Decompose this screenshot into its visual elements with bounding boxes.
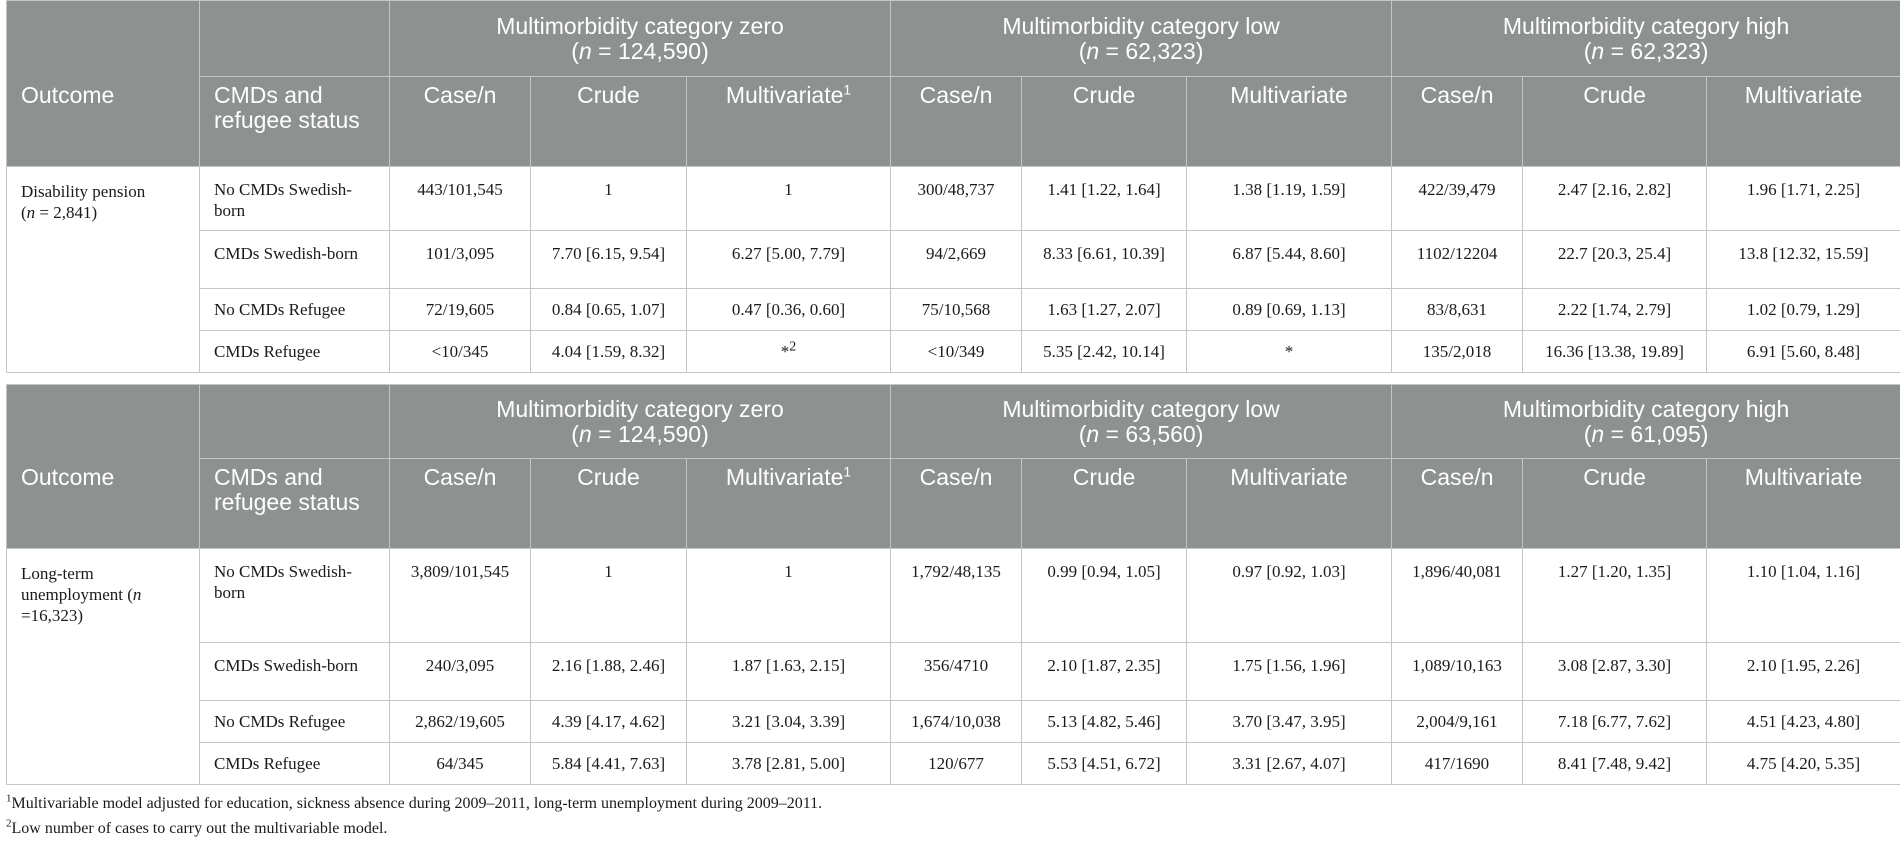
crude-cell: 1.41 [1.22, 1.64] [1022,167,1187,231]
group-header-low: Multimorbidity category low (n = 62,323) [891,1,1392,77]
header-status: CMDs and refugee status [200,459,390,549]
table-row [7,231,1900,289]
case-n-cell: 240/3,095 [390,643,531,701]
multivariate-cell: 0.89 [0.69, 1.13] [1187,289,1392,331]
multivariate-cell: 3.70 [3.47, 3.95] [1187,701,1392,743]
case-n-cell: <10/345 [390,331,531,373]
header-crude: Crude [1022,77,1187,167]
multivariate-cell: 1.38 [1.19, 1.59] [1187,167,1392,231]
crude-cell: 5.13 [4.82, 5.46] [1022,701,1187,743]
header-outcome: Outcome [7,1,200,167]
header-crude: Crude [1523,77,1707,167]
crude-cell: 3.08 [2.87, 3.30] [1523,643,1707,701]
header-case-n: Case/n [891,459,1022,549]
crude-cell: 2.16 [1.88, 2.46] [531,643,687,701]
multivariate-cell: 13.8 [12.32, 15.59] [1707,231,1900,289]
status-cell: No CMDs Swedish-born [200,549,390,643]
header-case-n: Case/n [891,77,1022,167]
table-row [7,549,1900,643]
status-cell: No CMDs Swedish-born [200,167,390,231]
multivariate-cell: 2.10 [1.95, 2.26] [1707,643,1900,701]
multivariate-cell: 6.27 [5.00, 7.79] [687,231,891,289]
table-row [7,643,1900,701]
multivariate-cell: 1 [687,167,891,231]
header-blank [200,1,390,77]
group-header-zero: Multimorbidity category zero (n = 124,590) [390,385,891,459]
footnote-1: $^1$Multivariable model adjusted for education, sickness absence during 2009–2011, long-term unemployment during 2009–2011. [6,792,823,812]
table-disability-pension [6,0,1900,373]
header-status: CMDs and refugee status [200,77,390,167]
header-crude: Crude [531,77,687,167]
table-row [7,289,1900,331]
crude-cell: 1.27 [1.20, 1.35] [1523,549,1707,643]
crude-cell: 4.39 [4.17, 4.62] [531,701,687,743]
crude-cell: 16.36 [13.38, 19.89] [1523,331,1707,373]
crude-cell: 5.84 [4.41, 7.63] [531,743,687,785]
multivariate-cell: 6.91 [5.60, 8.48] [1707,331,1900,373]
header-multivariate: Multivariate$^1$ [687,459,891,549]
status-cell: CMDs Swedish-born [200,231,390,289]
group-header-zero: Multimorbidity category zero (n = 124,590) [390,1,891,77]
case-n-cell: 443/101,545 [390,167,531,231]
crude-cell: 2.10 [1.87, 2.35] [1022,643,1187,701]
case-n-cell: 300/48,737 [891,167,1022,231]
multivariate-cell: 6.87 [5.44, 8.60] [1187,231,1392,289]
multivariate-cell: 4.75 [4.20, 5.35] [1707,743,1900,785]
crude-cell: 7.18 [6.77, 7.62] [1523,701,1707,743]
crude-cell: 8.41 [7.48, 9.42] [1523,743,1707,785]
case-n-cell: 94/2,669 [891,231,1022,289]
header-case-n: Case/n [390,459,531,549]
crude-cell: 1 [531,549,687,643]
group-header-high: Multimorbidity category high (n = 62,323) [1392,1,1900,77]
table-row [7,331,1900,373]
case-n-cell: 422/39,479 [1392,167,1523,231]
case-n-cell: 72/19,605 [390,289,531,331]
multivariate-cell: * [1187,331,1392,373]
multivariate-cell: *$^2$ [687,331,891,373]
crude-cell: 5.35 [2.42, 10.14] [1022,331,1187,373]
table-row [7,701,1900,743]
case-n-cell: <10/349 [891,331,1022,373]
header-case-n: Case/n [390,77,531,167]
crude-cell: 2.22 [1.74, 2.79] [1523,289,1707,331]
case-n-cell: 1,674/10,038 [891,701,1022,743]
case-n-cell: 3,809/101,545 [390,549,531,643]
status-cell: No CMDs Refugee [200,701,390,743]
multivariate-cell: 1.96 [1.71, 2.25] [1707,167,1900,231]
multivariate-cell: 1.02 [0.79, 1.29] [1707,289,1900,331]
case-n-cell: 135/2,018 [1392,331,1523,373]
status-cell: CMDs Refugee [200,743,390,785]
case-n-cell: 120/677 [891,743,1022,785]
header-crude: Crude [531,459,687,549]
crude-cell: 1 [531,167,687,231]
case-n-cell: 2,862/19,605 [390,701,531,743]
multivariate-cell: 1.87 [1.63, 2.15] [687,643,891,701]
case-n-cell: 64/345 [390,743,531,785]
crude-cell: 8.33 [6.61, 10.39] [1022,231,1187,289]
multivariate-cell: 0.47 [0.36, 0.60] [687,289,891,331]
crude-cell: 4.04 [1.59, 8.32] [531,331,687,373]
table-row [7,167,1900,231]
crude-cell: 1.63 [1.27, 2.07] [1022,289,1187,331]
header-multivariate: Multivariate [1707,459,1900,549]
multivariate-cell: 1.75 [1.56, 1.96] [1187,643,1392,701]
case-n-cell: 356/4710 [891,643,1022,701]
status-cell: CMDs Refugee [200,331,390,373]
case-n-cell: 1102/12204 [1392,231,1523,289]
group-header-low: Multimorbidity category low (n = 63,560) [891,385,1392,459]
multivariate-cell: 4.51 [4.23, 4.80] [1707,701,1900,743]
multivariate-cell: 3.21 [3.04, 3.39] [687,701,891,743]
multivariate-cell: 0.97 [0.92, 1.03] [1187,549,1392,643]
case-n-cell: 1,089/10,163 [1392,643,1523,701]
case-n-cell: 101/3,095 [390,231,531,289]
outcome-cell: Long-term unemployment (n =16,323) [7,549,200,785]
case-n-cell: 75/10,568 [891,289,1022,331]
multivariate-cell: 3.78 [2.81, 5.00] [687,743,891,785]
group-header-high: Multimorbidity category high (n = 61,095) [1392,385,1900,459]
outcome-cell: Disability pension (n = 2,841) [7,167,200,373]
crude-cell: 0.84 [0.65, 1.07] [531,289,687,331]
multivariate-cell: 3.31 [2.67, 4.07] [1187,743,1392,785]
table-row [7,743,1900,785]
status-cell: No CMDs Refugee [200,289,390,331]
crude-cell: 2.47 [2.16, 2.82] [1523,167,1707,231]
case-n-cell: 83/8,631 [1392,289,1523,331]
multivariate-cell: 1.10 [1.04, 1.16] [1707,549,1900,643]
table-long-term-unemployment [6,384,1900,785]
header-multivariate: Multivariate [1187,77,1392,167]
header-multivariate: Multivariate [1187,459,1392,549]
footnote-2: $^2$Low number of cases to carry out the multivariable model. [6,817,388,837]
header-case-n: Case/n [1392,459,1523,549]
crude-cell: 0.99 [0.94, 1.05] [1022,549,1187,643]
crude-cell: 5.53 [4.51, 6.72] [1022,743,1187,785]
crude-cell: 7.70 [6.15, 9.54] [531,231,687,289]
case-n-cell: 417/1690 [1392,743,1523,785]
case-n-cell: 2,004/9,161 [1392,701,1523,743]
case-n-cell: 1,792/48,135 [891,549,1022,643]
header-crude: Crude [1523,459,1707,549]
case-n-cell: 1,896/40,081 [1392,549,1523,643]
crude-cell: 22.7 [20.3, 25.4] [1523,231,1707,289]
status-cell: CMDs Swedish-born [200,643,390,701]
multivariate-cell: 1 [687,549,891,643]
header-case-n: Case/n [1392,77,1523,167]
header-outcome: Outcome [7,385,200,549]
header-crude: Crude [1022,459,1187,549]
header-multivariate: Multivariate [1707,77,1900,167]
header-multivariate: Multivariate$^1$ [687,77,891,167]
header-blank [200,385,390,459]
